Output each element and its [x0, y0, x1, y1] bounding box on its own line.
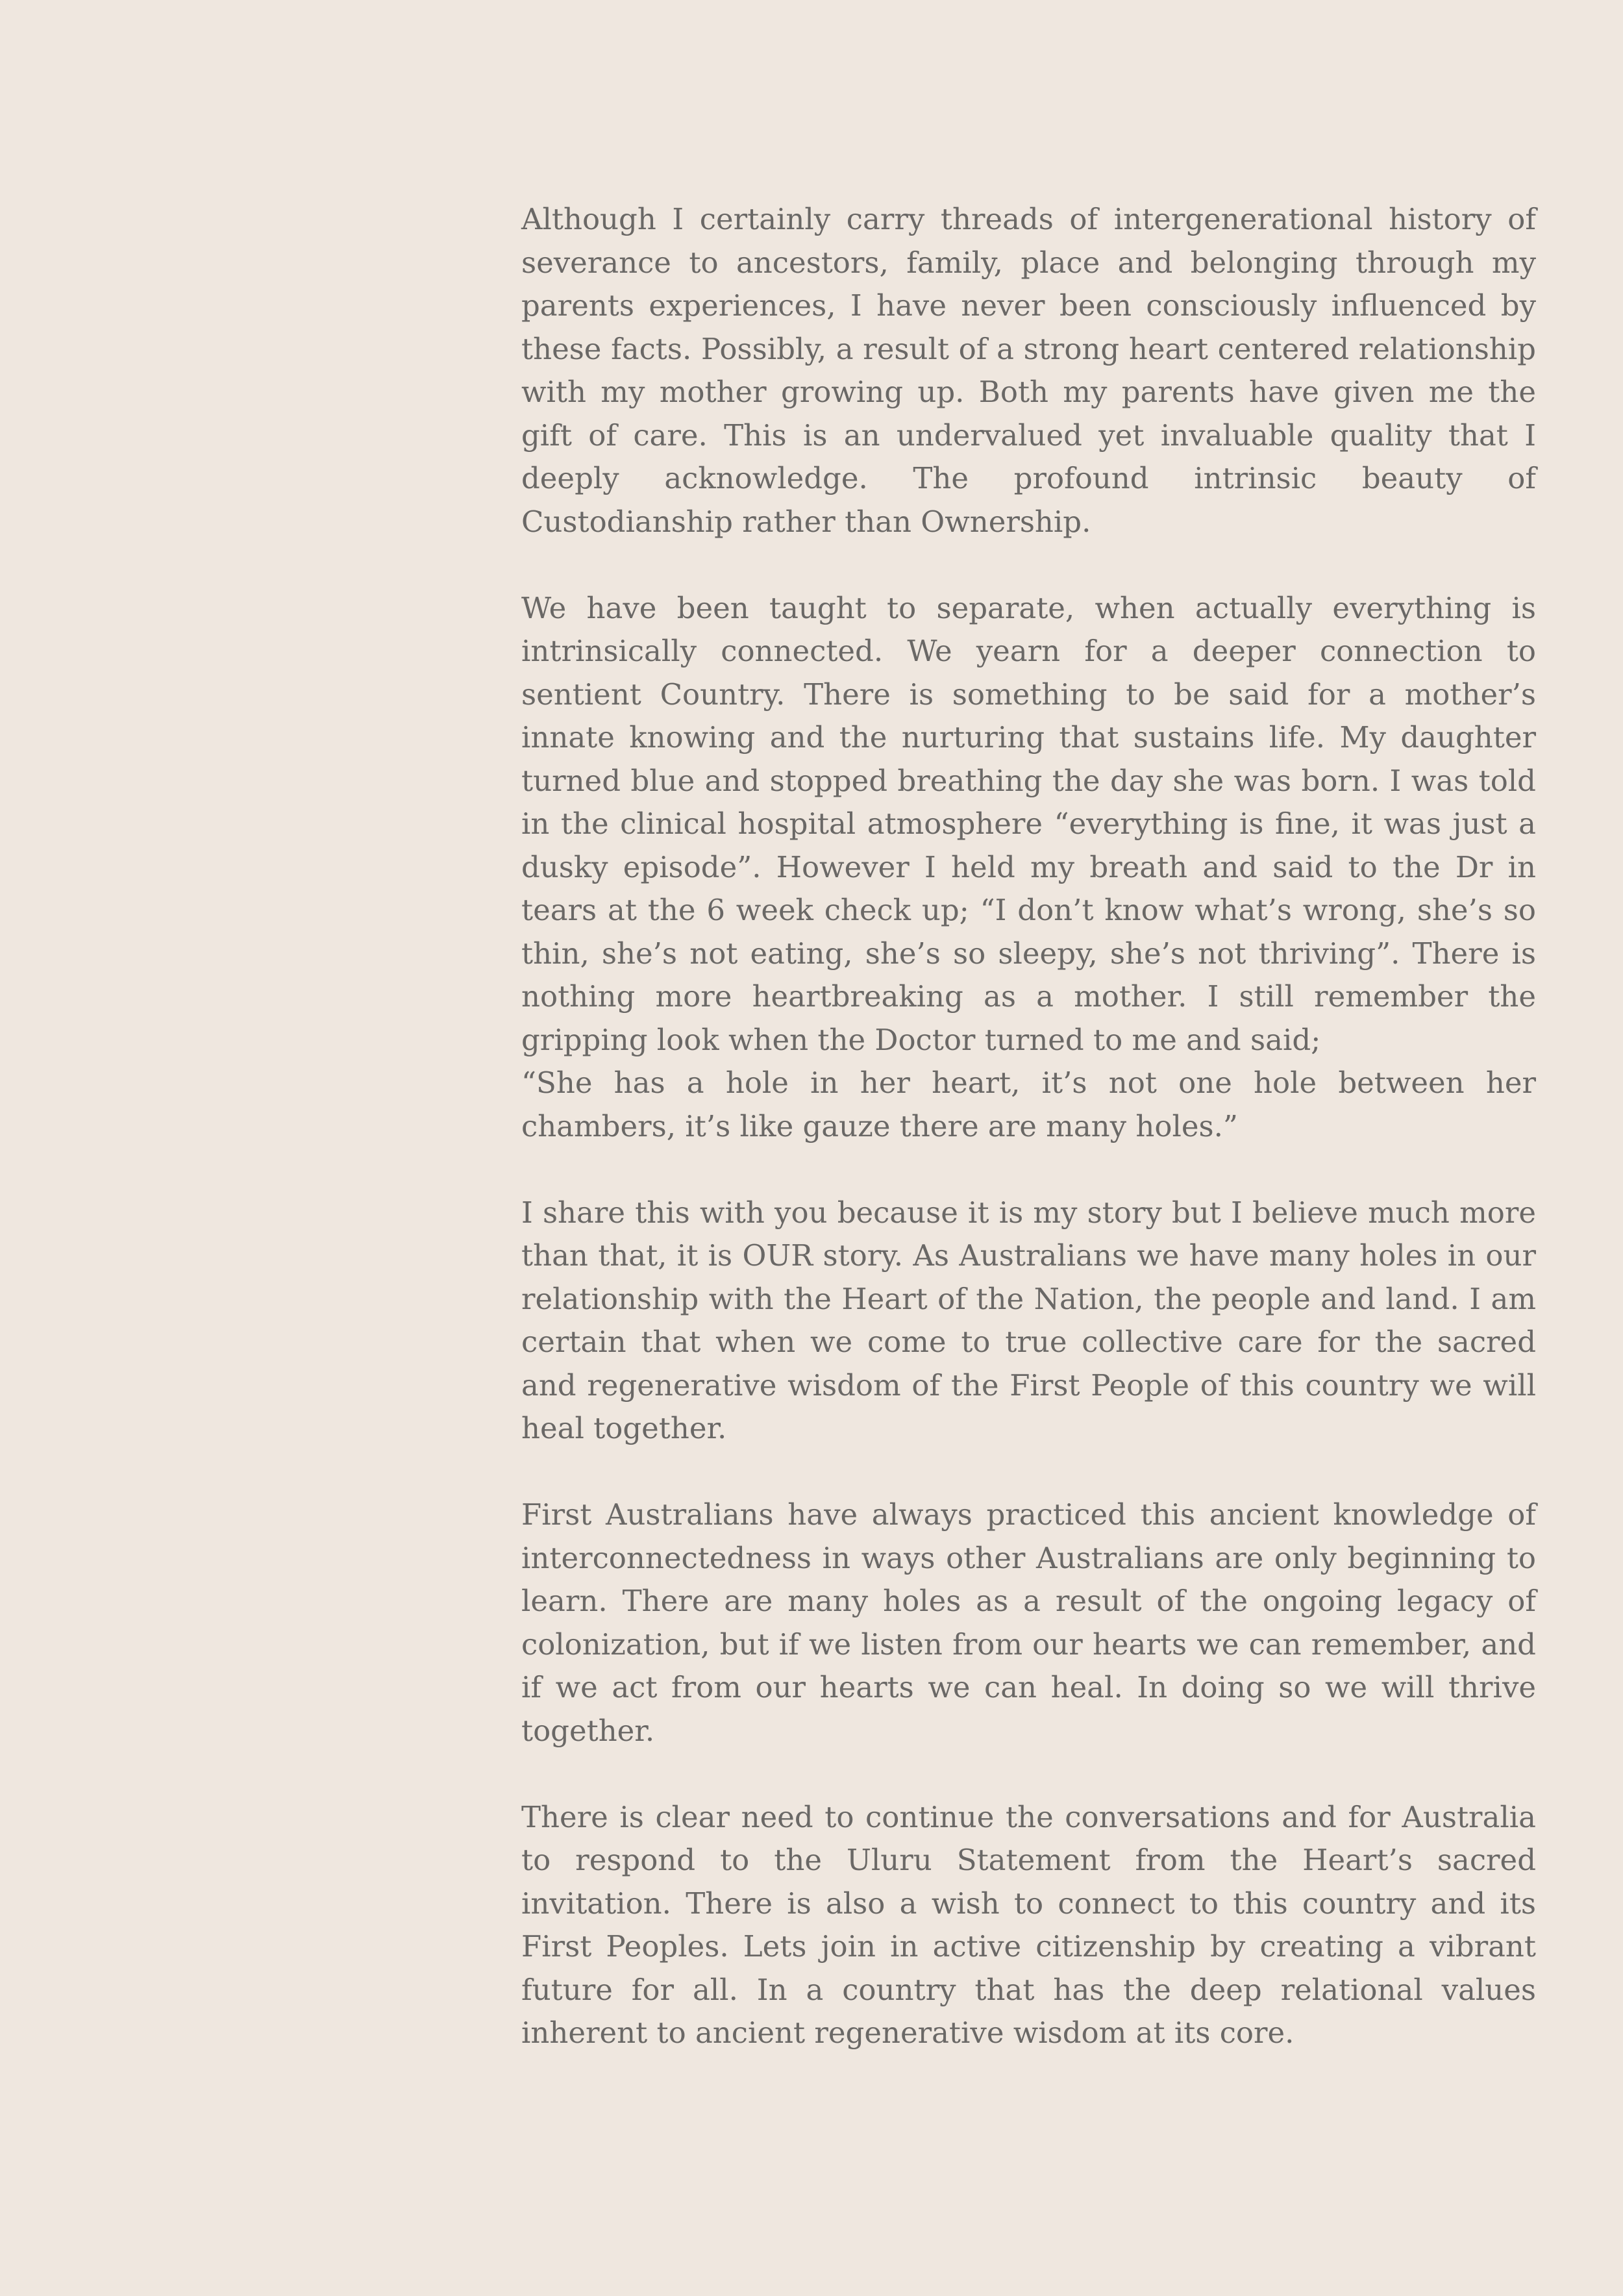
paragraph-our-story: I share this with you because it is my story but I believe much more than that, it is OUR story. As Australians we have many holes in our relationship with the Heart of the Nation, the people and land. I am certain that when we come to true collective care for the sacred and regenerative wisdom of the First People of this country we will heal together.: [521, 1195, 1536, 1445]
paragraph-heritage: Although I certainly carry threads of intergenerational history of severance to ancestors, family, place and belonging through my parents experiences, I have never been consciously influenced by these facts. Possibly, a result of a strong heart centered relationship with my mother growing up. Both my parents have given me the gift of care. This is an undervalued yet invaluable quality that I deeply acknowledge. The profound intrinsic beauty of Custodianship rather than Ownership.: [521, 202, 1536, 539]
paragraph-uluru-statement: There is clear need to continue the conversations and for Australia to respond to the Uluru Statement from the Heart’s sacred invitation. There is also a wish to connect to this country and its First Peoples. Lets join in active citizenship by creating a vibrant future for all. In a country that has the deep relational values inherent to ancient regenerative wisdom at its core.: [521, 1799, 1536, 2050]
body-text: [521, 198, 1536, 2098]
paragraph-daughter-story: We have been taught to separate, when actually everything is intrinsically connected. We yearn for a deeper connection to sentient Country. There is something to be said for a mother’s innate knowing and the nurturing that sustains life. My daughter turned blue and stopped breathing the day she was born. I was told in the clinical hospital atmosphere “everything is fine, it was just a dusky episode”. However I held my breath and said to the Dr in tears at the 6 week check up; “I don’t know what’s wrong, she’s so thin, she’s not eating, she’s so sleepy, she’s not thriving”. There is nothing more heartbreaking as a mother. I still remember the gripping look when the Doctor turned to me and said; “She has a hole in her heart, it’s not one hole between her chambers, it’s like gauze there are many holes.”: [521, 590, 1536, 1143]
paragraph-first-australians: First Australians have always practiced this ancient knowledge of interconnectedness in ways other Australians are only beginning to learn. There are many holes as a result of the ongoing legacy of colonization, but if we listen from our hearts we can remember, and if we act from our hearts we can heal. In doing so we will thrive together.: [521, 1497, 1536, 1748]
